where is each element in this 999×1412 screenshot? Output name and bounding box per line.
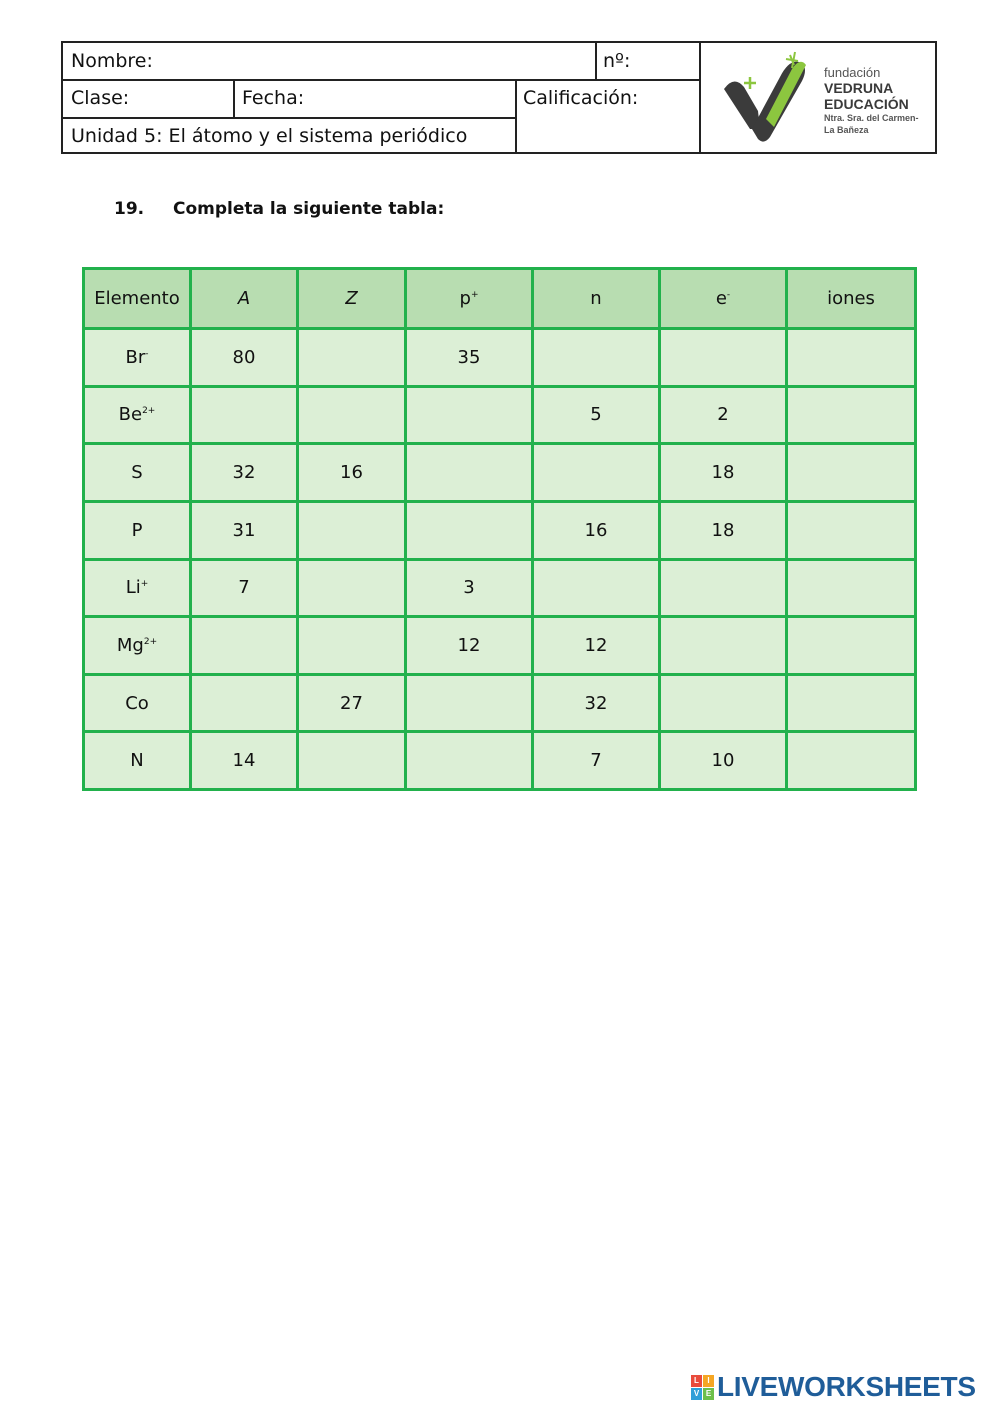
answer-cell[interactable]	[660, 617, 787, 675]
answer-cell[interactable]	[406, 501, 533, 559]
header-p: p+	[406, 269, 533, 329]
value-cell: 12	[406, 617, 533, 675]
table-row	[84, 674, 916, 732]
answer-cell[interactable]	[533, 329, 660, 387]
table-row	[84, 386, 916, 444]
logo-line-fundacion: fundación	[824, 65, 881, 80]
table-row	[84, 329, 916, 387]
value-cell: 35	[406, 329, 533, 387]
logo-line-baneza: La Bañeza	[824, 125, 869, 135]
header-a: A	[191, 269, 298, 329]
element-cell: Co	[84, 674, 191, 732]
nombre-field[interactable]: Nombre:	[71, 50, 153, 72]
table-row	[84, 732, 916, 790]
icon-tile: I	[703, 1375, 714, 1387]
element-cell: $Be^{2+}$	[84, 386, 191, 444]
element-cell: Br-	[84, 329, 191, 387]
numero-field[interactable]: nº:	[603, 50, 631, 72]
answer-cell[interactable]	[787, 732, 916, 790]
calificacion-field[interactable]: Calificación:	[523, 87, 639, 109]
element-cell: N	[84, 732, 191, 790]
answer-cell[interactable]	[787, 329, 916, 387]
exercise-number: 19.	[114, 199, 145, 219]
table-body	[84, 329, 916, 790]
value-cell: 3	[406, 559, 533, 617]
logo-line-ntra: Ntra. Sra. del Carmen-	[824, 113, 919, 123]
exercise-heading	[114, 199, 444, 219]
answer-cell[interactable]	[787, 501, 916, 559]
element-cell: Li+	[84, 559, 191, 617]
logo-line-vedruna: VEDRUNA	[824, 80, 894, 96]
answer-cell[interactable]	[406, 674, 533, 732]
worksheet-header	[61, 41, 937, 154]
answer-cell[interactable]	[533, 444, 660, 502]
value-cell: 7	[191, 559, 298, 617]
value-cell: 7	[533, 732, 660, 790]
value-cell: 10	[660, 732, 787, 790]
value-cell: 2	[660, 386, 787, 444]
answer-cell[interactable]	[787, 386, 916, 444]
answer-cell[interactable]	[660, 559, 787, 617]
exercise-instruction: Completa la siguiente tabla:	[173, 199, 445, 219]
unidad-title: Unidad 5: El átomo y el sistema periódico	[71, 125, 468, 147]
answer-cell[interactable]	[533, 559, 660, 617]
table-header-row	[84, 269, 916, 329]
answer-cell[interactable]	[406, 386, 533, 444]
liveworksheets-wordmark: LIVEWORKSHEETS	[717, 1371, 976, 1402]
value-cell: 32	[533, 674, 660, 732]
answer-cell[interactable]	[298, 386, 406, 444]
liveworksheets-brand	[691, 1372, 976, 1402]
answer-cell[interactable]	[660, 329, 787, 387]
element-cell: S	[84, 444, 191, 502]
clase-field[interactable]: Clase:	[71, 87, 130, 109]
vedruna-check-icon	[720, 49, 840, 149]
answer-cell[interactable]	[191, 386, 298, 444]
logo-line-educacion: EDUCACIÓN	[824, 96, 909, 112]
table-row	[84, 501, 916, 559]
answer-cell[interactable]	[298, 559, 406, 617]
answer-cell[interactable]	[298, 501, 406, 559]
fecha-field[interactable]: Fecha:	[242, 87, 305, 109]
header-e: e-	[660, 269, 787, 329]
answer-cell[interactable]	[787, 444, 916, 502]
answer-cell[interactable]	[406, 444, 533, 502]
answer-cell[interactable]	[298, 617, 406, 675]
element-cell: P	[84, 501, 191, 559]
value-cell: 18	[660, 501, 787, 559]
answer-cell[interactable]	[787, 617, 916, 675]
value-cell: 14	[191, 732, 298, 790]
header-iones: iones	[787, 269, 916, 329]
header-n: n	[533, 269, 660, 329]
value-cell: 31	[191, 501, 298, 559]
answer-cell[interactable]	[191, 617, 298, 675]
table-row	[84, 617, 916, 675]
answer-cell[interactable]	[191, 674, 298, 732]
value-cell: 12	[533, 617, 660, 675]
header-elemento: Elemento	[84, 269, 191, 329]
value-cell: 80	[191, 329, 298, 387]
liveworksheets-icon	[691, 1375, 714, 1400]
value-cell: 16	[298, 444, 406, 502]
icon-tile: L	[691, 1375, 702, 1387]
answer-cell[interactable]	[406, 732, 533, 790]
element-cell: $Mg^{2+}$	[84, 617, 191, 675]
table-row	[84, 559, 916, 617]
value-cell: 16	[533, 501, 660, 559]
icon-tile: V	[691, 1388, 702, 1400]
value-cell: 27	[298, 674, 406, 732]
value-cell: 32	[191, 444, 298, 502]
header-z: Z	[298, 269, 406, 329]
value-cell: 5	[533, 386, 660, 444]
answer-cell[interactable]	[787, 674, 916, 732]
value-cell: 18	[660, 444, 787, 502]
answer-cell[interactable]	[298, 732, 406, 790]
table-row	[84, 444, 916, 502]
vedruna-logo	[700, 43, 937, 152]
answer-cell[interactable]	[787, 559, 916, 617]
atom-table	[82, 267, 917, 791]
answer-cell[interactable]	[660, 674, 787, 732]
answer-cell[interactable]	[298, 329, 406, 387]
icon-tile: E	[703, 1388, 714, 1400]
